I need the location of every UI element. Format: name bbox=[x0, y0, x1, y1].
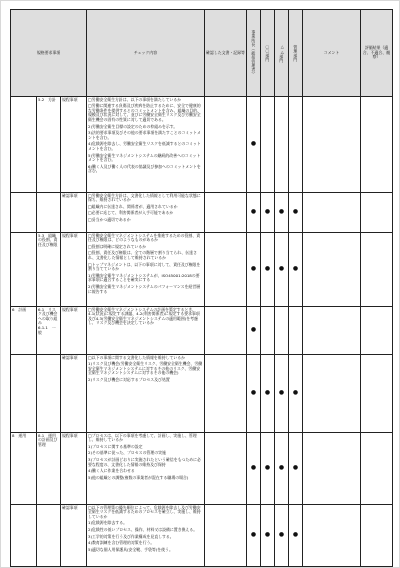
check-content-cell bbox=[87, 355, 205, 433]
type-cell: 確認事項 bbox=[61, 355, 87, 433]
confirmed-doc-cell bbox=[205, 307, 247, 355]
table-row bbox=[11, 307, 393, 355]
chapter-cell: 6 計画 bbox=[11, 307, 37, 355]
chapter-cell: 8 運用 bbox=[11, 433, 37, 505]
mark-section-b bbox=[275, 307, 289, 355]
mark-section-b bbox=[275, 97, 289, 193]
check-text: 2)危険性の低いプロセス、操作、材料又は設備に置き換える。 bbox=[88, 526, 198, 532]
type-cell: 規程事項 bbox=[61, 97, 87, 193]
mark-general-dept: ● bbox=[247, 307, 261, 355]
check-content-cell bbox=[87, 505, 205, 567]
clause-cell: 8.1 運用の計画及び管理 bbox=[37, 433, 61, 505]
check-text: □労働に関連する負傷及び疾病を防止するために、安全で健康的な労働条件を提供するとのコミットメントを含み、組織の目的、規模及び状況に対して、並びに労働安全衛生リスク及び労働安全衛生機会の固有の性質に対して適切である。 bbox=[88, 103, 201, 122]
header-judgment: 評価結果（適合、不適合、観察） bbox=[361, 10, 393, 97]
judgment-cell bbox=[361, 233, 393, 307]
mark-section-b: ● bbox=[275, 505, 289, 567]
mark-section-a: ● bbox=[261, 193, 275, 233]
mark-general-dept: ● bbox=[247, 505, 261, 567]
check-text: 4)教育訓練を含む管理的対策を行う。 bbox=[88, 540, 155, 546]
check-text: 2)リスク及び機会に対応するプロセス及び処置 bbox=[88, 376, 170, 382]
confirmed-doc-cell bbox=[205, 505, 247, 567]
mark-section-a bbox=[261, 307, 275, 355]
clause-cell bbox=[37, 505, 61, 567]
clause-cell bbox=[37, 355, 61, 433]
header-check: チェック内容 bbox=[87, 10, 205, 97]
check-text: 3)法的要求事項及びその他の要求事項を満たすことのコミットメントを含む。 bbox=[88, 130, 201, 140]
check-text: 2)労働安全衛生目標の設定のための枠組みを示す。 bbox=[88, 123, 178, 129]
check-text: 2)その基準に従った、プロセスの管理の実施 bbox=[88, 450, 166, 456]
type-cell: 規程事項 bbox=[61, 307, 87, 355]
mark-mgmt-dept bbox=[289, 307, 303, 355]
chapter-cell bbox=[11, 193, 37, 233]
type-cell: 規程事項 bbox=[61, 233, 87, 307]
header-section-a: 〇〇部門 bbox=[261, 10, 275, 97]
clause-cell bbox=[37, 193, 61, 233]
mark-section-b: ● bbox=[275, 233, 289, 307]
confirmed-doc-cell bbox=[205, 355, 247, 433]
mark-general-dept: ● bbox=[247, 355, 261, 433]
chapter-cell bbox=[11, 505, 37, 567]
type-cell: 確認事項 bbox=[61, 193, 87, 233]
clause-cell: 5.3 組織の役割、責任及び権限 bbox=[37, 233, 61, 307]
mark-general-dept: ● bbox=[247, 193, 261, 233]
check-text: 1)危険源を除去する。 bbox=[88, 520, 128, 526]
check-text: □妥当かつ適切であるか bbox=[88, 216, 131, 222]
judgment-cell bbox=[361, 97, 393, 193]
header-comment: コメント bbox=[303, 10, 361, 97]
comment-cell bbox=[303, 307, 361, 355]
check-text: 2)労働安全衛生マネジメントシステムのパフォーマンスを経営層に報告する bbox=[88, 283, 201, 294]
judgment-cell bbox=[361, 355, 393, 433]
check-text: 6)働く人及び働く人の代表の協議及び参加へのコミットメントを含む。 bbox=[88, 163, 201, 174]
mark-section-a: ● bbox=[261, 505, 275, 567]
mark-general-dept: ● bbox=[247, 97, 261, 193]
comment-cell bbox=[303, 233, 361, 307]
check-content-cell bbox=[87, 97, 205, 193]
confirmed-doc-cell bbox=[205, 233, 247, 307]
comment-cell bbox=[303, 97, 361, 193]
mark-section-b: ● bbox=[275, 193, 289, 233]
mark-mgmt-dept bbox=[289, 97, 303, 193]
check-text: 1)リスク及び機会(労働安全衛生リスク、労働安全衛生機会、労働安全衛生マネジメントシステムに対するその他のリスク、労働安全衛生マネジメントシステムに対するその他の機会) bbox=[88, 361, 203, 376]
check-text: 1)労働安全衛生マネジメントシステムが、ISO45001:2018の要求事項に適合することを確実にする bbox=[88, 272, 200, 283]
table-row bbox=[11, 233, 393, 307]
comment-cell bbox=[303, 505, 361, 567]
check-text: 5)労働安全衛生マネジメントシステムの継続的改善へのコミットメントを含む。 bbox=[88, 152, 201, 163]
mark-mgmt-dept: ● bbox=[289, 193, 303, 233]
check-text: 4)危険源を除去し、労働安全衛生リスクを低減するとのコミットメントを含む。 bbox=[88, 141, 201, 151]
mark-section-a: ● bbox=[261, 433, 275, 505]
check-content-cell bbox=[87, 433, 205, 505]
header-section-b: △△部門 bbox=[275, 10, 289, 97]
mark-mgmt-dept: ● bbox=[289, 433, 303, 505]
check-text: □役割、責任及び権限は、全ての階層で割り当てられ、伝達され、文書化した情報として維持されているか bbox=[88, 250, 197, 260]
comment-cell bbox=[303, 193, 361, 233]
header-confirmed-doc: 確認した文書・記録等 bbox=[205, 10, 247, 97]
mark-section-a bbox=[261, 97, 275, 193]
check-content-cell bbox=[87, 233, 205, 307]
table-row bbox=[11, 433, 393, 505]
check-text: □トップマネジメントは、以下の事項に対して、責任及び権限を割り当てているか bbox=[88, 261, 201, 272]
table-row bbox=[11, 97, 393, 193]
confirmed-doc-cell bbox=[205, 193, 247, 233]
mark-mgmt-dept: ● bbox=[289, 355, 303, 433]
mark-general-dept: ● bbox=[247, 433, 261, 505]
table-row bbox=[11, 505, 393, 567]
check-text: 1)プロセスに関する基準の設定 bbox=[88, 443, 143, 449]
table-row bbox=[11, 355, 393, 433]
comment-cell bbox=[303, 355, 361, 433]
clause-cell: 5.2 方針 bbox=[37, 97, 61, 193]
chapter-cell bbox=[11, 233, 37, 307]
check-text: 5)他の組織との調整(複数の事業者が混在する職場の場合) bbox=[88, 474, 189, 480]
mark-mgmt-dept: ● bbox=[289, 233, 303, 307]
check-content-cell bbox=[87, 193, 205, 233]
judgment-cell bbox=[361, 433, 393, 505]
confirmed-doc-cell bbox=[205, 97, 247, 193]
check-text: 3)プロセスが計画どおりに実施されたという確信をもつために必要な程度の、文書化した情報の維持及び保持 bbox=[88, 456, 201, 467]
check-text: 3)工学的対策を行う及び作業構成を見直しする。 bbox=[88, 533, 174, 539]
check-text: □以下の管理策の優先順位によって、危険源を除去し及び労働安全衛生リスクを低減するためのプロセスを確立し、実施し、維持しているか bbox=[88, 504, 201, 519]
header-general-dept: 事業所長（総括管理者） bbox=[247, 10, 261, 97]
check-text: □以下の事項に関する文書化した情報を維持しているか bbox=[88, 354, 186, 360]
check-text: □労働安全衛生方針は、以下の事項を満たしているか bbox=[88, 96, 182, 102]
judgment-cell bbox=[361, 505, 393, 567]
check-text: □労働安全衛生マネジメントシステムを推進するための役割、責任及び権限は、どのようなものがあるか bbox=[88, 232, 201, 243]
check-text: □労働安全衛生マネジメントシステムの計画を策定するとき、4.1(状況)に規定する課題、4.2(利害関係者)に規定する要求事項及び4.3(労働安全衛生マネジメントシステムの適用範囲)を考慮し、リスク及び機会を決定しているか bbox=[88, 306, 200, 326]
check-text: 4)働く人に作業を合わせる bbox=[88, 468, 135, 474]
judgment-cell bbox=[361, 193, 393, 233]
check-text: □労働安全衛生方針は、文書化した情報として利用可能な状態に保ち、維持されているか bbox=[88, 192, 201, 203]
check-text: □役割は明確に規定されているか bbox=[88, 243, 147, 249]
type-cell: 規程事項 bbox=[61, 433, 87, 505]
table-row bbox=[11, 193, 393, 233]
mark-general-dept: ● bbox=[247, 233, 261, 307]
judgment-cell bbox=[361, 307, 393, 355]
header-requirement: 規格要求事項 bbox=[11, 10, 87, 97]
mark-mgmt-dept: ● bbox=[289, 505, 303, 567]
comment-cell bbox=[303, 433, 361, 505]
check-text: 5)適切な個人用保護具(安全靴、手袋等)を使う。 bbox=[88, 546, 173, 552]
chapter-cell bbox=[11, 355, 37, 433]
header-row bbox=[11, 10, 393, 97]
mark-section-b: ● bbox=[275, 355, 289, 433]
check-text: □必要に応じて、利害関係者が入手可能であるか bbox=[88, 210, 174, 216]
mark-section-b: ● bbox=[275, 433, 289, 505]
check-content-cell bbox=[87, 307, 205, 355]
check-text: □組織内に伝達され、関係者が、適用されているか bbox=[88, 203, 178, 209]
audit-checklist-table bbox=[10, 9, 393, 567]
type-cell: 確認事項 bbox=[61, 505, 87, 567]
chapter-cell bbox=[11, 97, 37, 193]
confirmed-doc-cell bbox=[205, 433, 247, 505]
header-mgmt-dept: 管理部門 bbox=[289, 10, 303, 97]
mark-section-a: ● bbox=[261, 355, 275, 433]
mark-section-a: ● bbox=[261, 233, 275, 307]
check-text: □プロセスは、以下の事項を考慮して、計画し、実施し、管理し、維持しているか bbox=[88, 432, 197, 443]
clause-cell: 6.1 リスク及び機会への取り組み 6.1.1 一般 bbox=[37, 307, 61, 355]
